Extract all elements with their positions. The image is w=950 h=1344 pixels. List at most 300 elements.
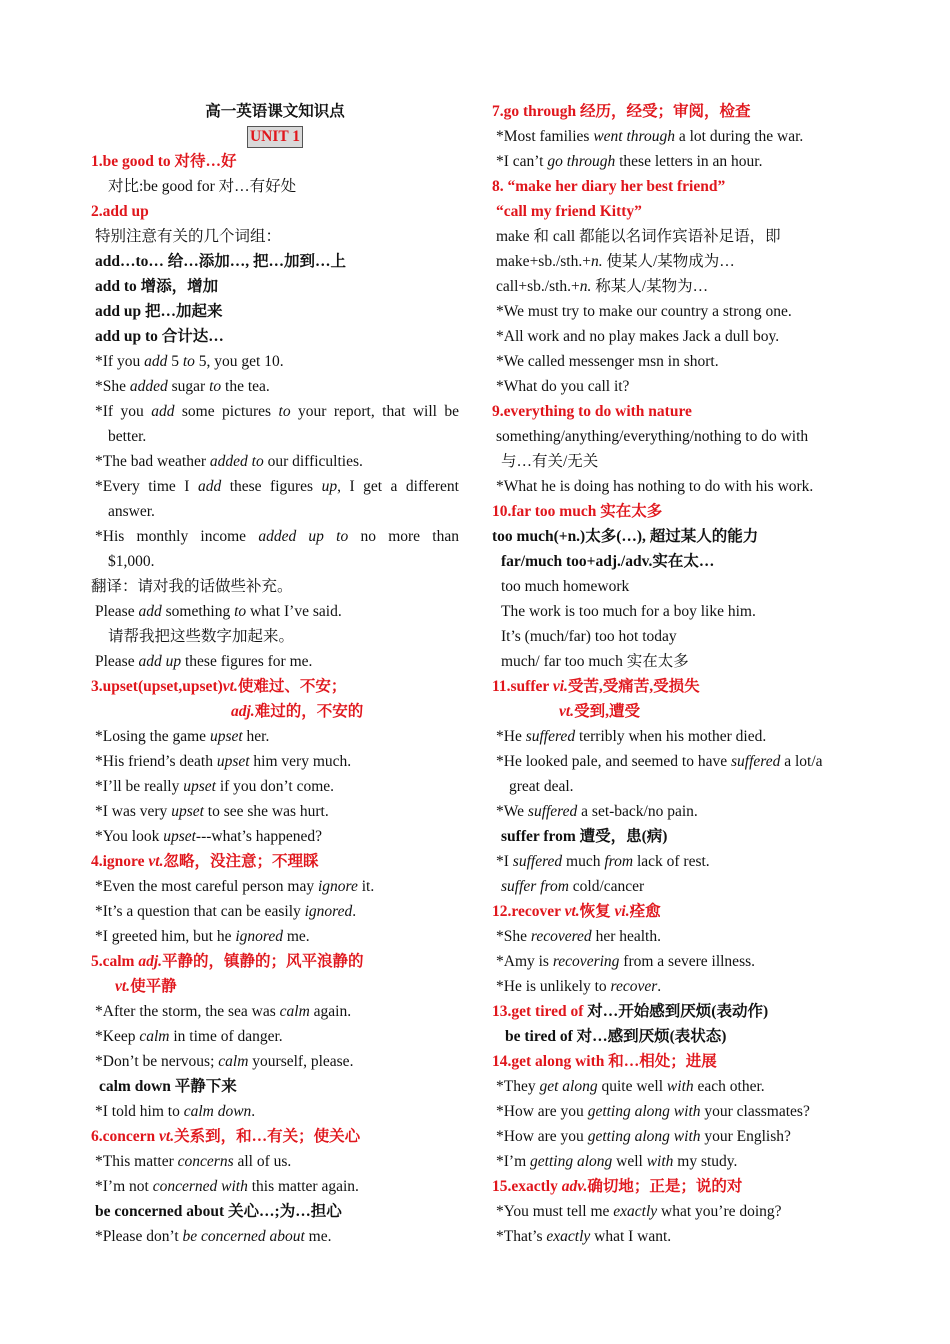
text-segment: suffer from 遭受，患(病): [501, 828, 668, 845]
text-segment: the tea.: [221, 378, 270, 395]
right-line: [492, 199, 864, 224]
left-line: [91, 974, 459, 999]
right-line: [492, 249, 864, 274]
left-line: [91, 249, 459, 274]
text-segment: to: [182, 353, 195, 370]
right-line: [492, 424, 864, 449]
right-line: [492, 749, 864, 774]
text-segment: 对比:be good for 对…有好处: [108, 178, 297, 195]
text-segment: It’s (much/far) too hot today: [501, 628, 677, 645]
text-segment: 5: [167, 353, 183, 370]
text-segment: *Every time I: [95, 478, 198, 495]
text-segment: *We called messenger msn in short.: [496, 353, 719, 370]
text-segment: *Most families: [496, 128, 594, 145]
text-segment: *How are you: [496, 1128, 588, 1145]
text-segment: 难过的，不安的: [254, 703, 364, 720]
text-segment: getting along with: [587, 1103, 701, 1120]
text-segment: 忽略，没注意；不理睬: [163, 853, 319, 870]
text-segment: me.: [282, 928, 310, 945]
text-segment: make 和 call 都能以名词作宾语补足语，即: [496, 228, 781, 245]
text-segment: your English?: [700, 1128, 791, 1145]
text-segment: calm: [279, 1003, 310, 1020]
left-line: [91, 799, 459, 824]
left-line: [91, 574, 459, 599]
text-segment: a set-back/no pain.: [577, 803, 698, 820]
text-segment: The work is too much for a boy like him.: [501, 603, 756, 620]
text-segment: *He: [496, 728, 526, 745]
text-segment: “call my friend Kitty”: [496, 203, 642, 220]
text-segment: concerned with: [152, 1178, 248, 1195]
text-segment: vt.: [159, 1128, 175, 1145]
text-segment: added up to: [258, 528, 349, 545]
text-segment: something/anything/everything/nothing to do with: [496, 428, 809, 445]
text-segment: if you don’t come.: [215, 778, 335, 795]
left-line: [91, 1049, 459, 1074]
left-line: [91, 1199, 459, 1224]
text-segment: *We: [496, 803, 528, 820]
text-segment: my study.: [673, 1153, 738, 1170]
text-segment: *They: [496, 1078, 540, 1095]
text-segment: suffered: [731, 753, 781, 770]
right-line: [492, 224, 864, 249]
text-segment: make+sb./sth.+: [496, 253, 591, 270]
text-segment: suffered: [512, 853, 563, 870]
left-line: [91, 224, 459, 249]
text-segment: vi.: [552, 678, 568, 695]
text-segment: add to 增添，增加: [95, 278, 219, 295]
text-segment: adj.: [231, 703, 255, 720]
text-segment: calm down 平静下来: [99, 1078, 237, 1095]
left-column: [91, 99, 459, 1249]
text-segment: 称某人/某物为…: [591, 278, 709, 295]
text-segment: ignored: [235, 928, 283, 945]
left-line: [91, 924, 459, 949]
text-segment: 5.calm: [91, 953, 139, 970]
text-segment: calm: [218, 1053, 249, 1070]
text-segment: concerns: [177, 1153, 234, 1170]
text-segment: to see she was hurt.: [203, 803, 329, 820]
text-segment: to: [209, 378, 222, 395]
text-segment: cold/cancer: [568, 878, 645, 895]
text-segment: get along: [539, 1078, 598, 1095]
text-segment: *He is unlikely to: [496, 978, 611, 995]
text-segment: suffered: [527, 803, 578, 820]
right-line: [492, 624, 864, 649]
left-line: [91, 849, 459, 874]
text-segment: this matter again.: [247, 1178, 359, 1195]
text-segment: 关系到，和…有关；使关心: [174, 1128, 361, 1145]
text-segment: 7.go through 经历，经受；审阅，检查: [492, 103, 751, 120]
right-line: [492, 724, 864, 749]
text-segment: calm down: [183, 1103, 252, 1120]
right-line: [492, 99, 864, 124]
text-segment: what I want.: [590, 1228, 672, 1245]
text-segment: too much homework: [501, 578, 630, 595]
text-segment: 11.suffer: [492, 678, 553, 695]
text-segment: call+sb./sth.+: [496, 278, 580, 295]
right-line: [492, 1024, 864, 1049]
left-line: [91, 699, 459, 724]
left-line: [91, 474, 459, 499]
text-segment: 受到,遭受: [574, 703, 640, 720]
text-segment: *His monthly income: [95, 528, 259, 545]
text-segment: upset: [171, 803, 204, 820]
text-segment: .: [657, 978, 662, 995]
text-segment: far/much too+adj./adv.实在太…: [501, 553, 715, 570]
left-line: [91, 174, 459, 199]
text-segment: add up: [138, 653, 182, 670]
text-segment: *I was very: [95, 803, 172, 820]
left-line: [91, 774, 459, 799]
text-segment: it.: [357, 878, 375, 895]
left-line: [91, 624, 459, 649]
text-segment: *You must tell me: [496, 1203, 614, 1220]
text-segment: much: [562, 853, 605, 870]
text-segment: *You look: [95, 828, 164, 845]
text-segment: something: [161, 603, 235, 620]
text-segment: 对…开始感到厌烦(表动作): [587, 1003, 769, 1020]
text-segment: 使平静: [130, 978, 177, 995]
text-segment: n.: [579, 278, 592, 295]
left-line: [91, 1149, 459, 1174]
text-segment: answer.: [108, 503, 155, 520]
text-segment: suffer from: [501, 878, 569, 895]
text-segment: each other.: [693, 1078, 765, 1095]
text-segment: much/ far too much 实在太多: [501, 653, 689, 670]
text-segment: from: [604, 853, 634, 870]
text-segment: *She: [95, 378, 130, 395]
right-line: [492, 1124, 864, 1149]
left-line: [91, 949, 459, 974]
right-line: [492, 599, 864, 624]
right-line: [492, 174, 864, 199]
text-segment: her.: [242, 728, 270, 745]
left-line: [91, 449, 459, 474]
text-segment: *I’m: [496, 1153, 531, 1170]
text-segment: what I’ve said.: [246, 603, 342, 620]
left-line: [91, 999, 459, 1024]
left-line: [91, 99, 459, 124]
left-line: [91, 1224, 459, 1249]
right-line: [492, 799, 864, 824]
right-line: [492, 124, 864, 149]
text-segment: *Please don’t: [95, 1228, 183, 1245]
text-segment: 2.add up: [91, 203, 149, 220]
right-line: [492, 1099, 864, 1124]
left-line: [91, 299, 459, 324]
right-column: [492, 99, 864, 1249]
text-segment: *I told him to: [95, 1103, 184, 1120]
text-segment: *It’s a question that can be easily: [95, 903, 305, 920]
text-segment: great deal.: [509, 778, 574, 795]
right-line: [492, 1074, 864, 1099]
right-line: [492, 149, 864, 174]
text-segment: 痊愈: [629, 903, 661, 920]
text-segment: quite well: [597, 1078, 667, 1095]
text-segment: add up 把…加起来: [95, 303, 223, 320]
text-segment: vi.: [614, 903, 630, 920]
text-segment: $1,000.: [108, 553, 155, 570]
text-segment: exactly: [546, 1228, 591, 1245]
text-segment: *Don’t be nervous;: [95, 1053, 219, 1070]
text-segment: *Amy is: [496, 953, 553, 970]
text-segment: recovering: [552, 953, 620, 970]
text-segment: 3.upset(upset,upset): [91, 678, 223, 695]
text-segment: 恢复: [579, 903, 615, 920]
text-segment: in time of danger.: [169, 1028, 283, 1045]
text-segment: 14.get along with 和…相处；进展: [492, 1053, 717, 1070]
text-segment: add up to 合计达…: [95, 328, 224, 345]
text-segment: 10.far too much 实在太多: [492, 503, 663, 520]
right-line: [492, 924, 864, 949]
text-segment: added to: [209, 453, 264, 470]
right-line: [492, 699, 864, 724]
text-segment: upset: [163, 828, 196, 845]
text-segment: add: [144, 353, 168, 370]
left-line: [91, 874, 459, 899]
text-segment: 4.ignore: [91, 853, 149, 870]
text-segment: our difficulties.: [263, 453, 363, 470]
left-line: [91, 599, 459, 624]
text-segment: vt.: [115, 978, 131, 995]
left-line: [91, 1174, 459, 1199]
text-segment: .: [251, 1103, 256, 1120]
right-line: [492, 774, 864, 799]
text-segment: vt.: [148, 853, 164, 870]
text-segment: exactly: [613, 1203, 658, 1220]
text-segment: these figures: [221, 478, 322, 495]
text-segment: *What do you call it?: [496, 378, 630, 395]
text-segment: calm: [139, 1028, 170, 1045]
text-segment: me.: [304, 1228, 332, 1245]
text-segment: add…to… 给…添加…, 把…加到…上: [95, 253, 347, 270]
text-segment: went through: [593, 128, 675, 145]
text-segment: 使难过、不安；: [237, 678, 347, 695]
unit-label: UNIT 1: [247, 126, 303, 148]
text-segment: ignore: [317, 878, 358, 895]
left-line: [91, 1074, 459, 1099]
text-segment: *If you: [95, 403, 152, 420]
text-segment: be concerned about 关心…;为…担心: [95, 1203, 342, 1220]
text-segment: *I’ll be really: [95, 778, 184, 795]
text-segment: vt.: [559, 703, 575, 720]
left-line: [91, 824, 459, 849]
text-segment: your report, that will be: [290, 403, 459, 420]
left-line: [91, 324, 459, 349]
text-segment: him very much.: [249, 753, 352, 770]
text-segment: , I get a different: [337, 478, 459, 495]
right-line: [492, 1149, 864, 1174]
text-segment: well: [612, 1153, 647, 1170]
text-segment: from a severe illness.: [619, 953, 756, 970]
text-segment: *If you: [95, 353, 145, 370]
right-line: [492, 474, 864, 499]
text-segment: getting along: [530, 1153, 613, 1170]
text-segment: 15.exactly: [492, 1178, 562, 1195]
text-segment: *That’s: [496, 1228, 547, 1245]
text-segment: too much(+n.)太多(…), 超过某人的能力: [492, 528, 759, 545]
left-line: [91, 199, 459, 224]
left-line: [91, 1024, 459, 1049]
text-segment: these figures for me.: [181, 653, 313, 670]
text-segment: .: [352, 903, 357, 920]
text-segment: add: [151, 403, 175, 420]
left-line: [91, 374, 459, 399]
right-line: [492, 874, 864, 899]
text-segment: *His friend’s death: [95, 753, 217, 770]
right-line: [492, 1049, 864, 1074]
text-segment: terribly when his mother died.: [575, 728, 767, 745]
text-segment: her health.: [591, 928, 661, 945]
text-segment: 与…有关/无关: [501, 453, 599, 470]
text-segment: recovered: [530, 928, 592, 945]
text-segment: 9.everything to do with nature: [492, 403, 692, 420]
right-line: [492, 824, 864, 849]
text-segment: a lot during the war.: [674, 128, 804, 145]
text-segment: upset: [209, 728, 243, 745]
text-segment: 6.concern: [91, 1128, 160, 1145]
left-line: [91, 1124, 459, 1149]
text-segment: add: [197, 478, 222, 495]
left-line: [91, 124, 459, 149]
text-segment: no more than: [348, 528, 459, 545]
left-line: [91, 424, 459, 449]
text-segment: *After the storm, the sea was: [95, 1003, 280, 1020]
right-line: [492, 674, 864, 699]
right-line: [492, 999, 864, 1024]
right-line: [492, 1224, 864, 1249]
right-line: [492, 299, 864, 324]
right-line: [492, 899, 864, 924]
text-segment: vt.: [222, 678, 238, 695]
right-line: [492, 274, 864, 299]
text-segment: *He looked pale, and seemed to have: [496, 753, 731, 770]
text-segment: *All work and no play makes Jack a dull boy.: [496, 328, 780, 345]
text-segment: your classmates?: [700, 1103, 810, 1120]
text-segment: adj.: [138, 953, 163, 970]
right-line: [492, 399, 864, 424]
text-segment: 8. “make her diary her best friend”: [492, 178, 726, 195]
text-segment: *I can’t: [496, 153, 548, 170]
right-line: [492, 1174, 864, 1199]
text-segment: better.: [108, 428, 147, 445]
text-segment: *I: [496, 853, 513, 870]
text-segment: adv.: [561, 1178, 588, 1195]
text-segment: some pictures: [174, 403, 279, 420]
text-segment: 确切地；正是；说的对: [587, 1178, 743, 1195]
text-segment: getting along with: [587, 1128, 701, 1145]
text-segment: *What he is doing has nothing to do with his work.: [496, 478, 814, 495]
text-segment: 特别注意有关的几个词组：: [95, 228, 282, 245]
text-segment: *We must try to make our country a strong one.: [496, 303, 792, 320]
text-segment: all of us.: [233, 1153, 292, 1170]
left-line: [91, 649, 459, 674]
text-segment: add: [138, 603, 162, 620]
left-line: [91, 724, 459, 749]
text-segment: *I’m not: [95, 1178, 153, 1195]
text-segment: a lot/a: [780, 753, 823, 770]
text-segment: *Losing the game: [95, 728, 210, 745]
right-line: [492, 449, 864, 474]
text-segment: again.: [309, 1003, 352, 1020]
right-line: [492, 974, 864, 999]
text-segment: *This matter: [95, 1153, 178, 1170]
text-segment: up: [321, 478, 338, 495]
right-line: [492, 549, 864, 574]
text-segment: be concerned about: [182, 1228, 305, 1245]
right-line: [492, 1199, 864, 1224]
text-segment: *I greeted him, but he: [95, 928, 236, 945]
text-segment: lack of rest.: [633, 853, 710, 870]
text-segment: sugar: [167, 378, 210, 395]
text-segment: suffered: [525, 728, 576, 745]
right-line: [492, 324, 864, 349]
text-segment: 1.be good to 对待…好: [91, 153, 237, 170]
text-segment: *Keep: [95, 1028, 140, 1045]
right-line: [492, 374, 864, 399]
left-line: [91, 499, 459, 524]
text-segment: upset: [216, 753, 250, 770]
right-line: [492, 574, 864, 599]
left-line: [91, 399, 459, 424]
left-line: [91, 1099, 459, 1124]
text-segment: 平静的，镇静的；风平浪静的: [162, 953, 364, 970]
right-line: [492, 649, 864, 674]
text-segment: *She: [496, 928, 531, 945]
text-segment: n.: [590, 253, 603, 270]
text-segment: what you’re doing?: [657, 1203, 782, 1220]
text-segment: to: [278, 403, 291, 420]
text-segment: recover: [610, 978, 658, 995]
text-segment: ignored: [304, 903, 353, 920]
right-line: [492, 849, 864, 874]
text-segment: *The bad weather: [95, 453, 210, 470]
text-segment: Please: [95, 653, 139, 670]
text-segment: *Even the most careful person may: [95, 878, 318, 895]
left-line: [91, 274, 459, 299]
text-segment: ---what’s happened?: [195, 828, 323, 845]
text-segment: upset: [183, 778, 216, 795]
left-line: [91, 749, 459, 774]
right-line: [492, 949, 864, 974]
text-segment: 高一英语课文知识点: [205, 103, 345, 120]
text-segment: yourself, please.: [248, 1053, 354, 1070]
left-line: [91, 899, 459, 924]
text-segment: these letters in an hour.: [615, 153, 763, 170]
text-segment: with: [646, 1153, 674, 1170]
right-line: [492, 524, 864, 549]
text-segment: Please: [95, 603, 139, 620]
left-line: [91, 524, 459, 549]
text-segment: 翻译：请对我的话做些补充。: [91, 578, 293, 595]
left-line: [91, 674, 459, 699]
text-segment: 请帮我把这些数字加起来。: [108, 628, 295, 645]
left-line: [91, 549, 459, 574]
right-line: [492, 349, 864, 374]
text-segment: 受苦,受痛苦,受损失: [567, 678, 700, 695]
text-segment: added: [129, 378, 168, 395]
text-segment: with: [666, 1078, 694, 1095]
text-segment: 5, you get 10.: [194, 353, 284, 370]
text-segment: vt.: [564, 903, 580, 920]
text-segment: 使某人/某物成为…: [602, 253, 735, 270]
text-segment: *How are you: [496, 1103, 588, 1120]
text-segment: 12.recover: [492, 903, 565, 920]
right-line: [492, 499, 864, 524]
text-segment: 13.get tired of: [492, 1003, 588, 1020]
left-line: [91, 349, 459, 374]
left-line: [91, 149, 459, 174]
